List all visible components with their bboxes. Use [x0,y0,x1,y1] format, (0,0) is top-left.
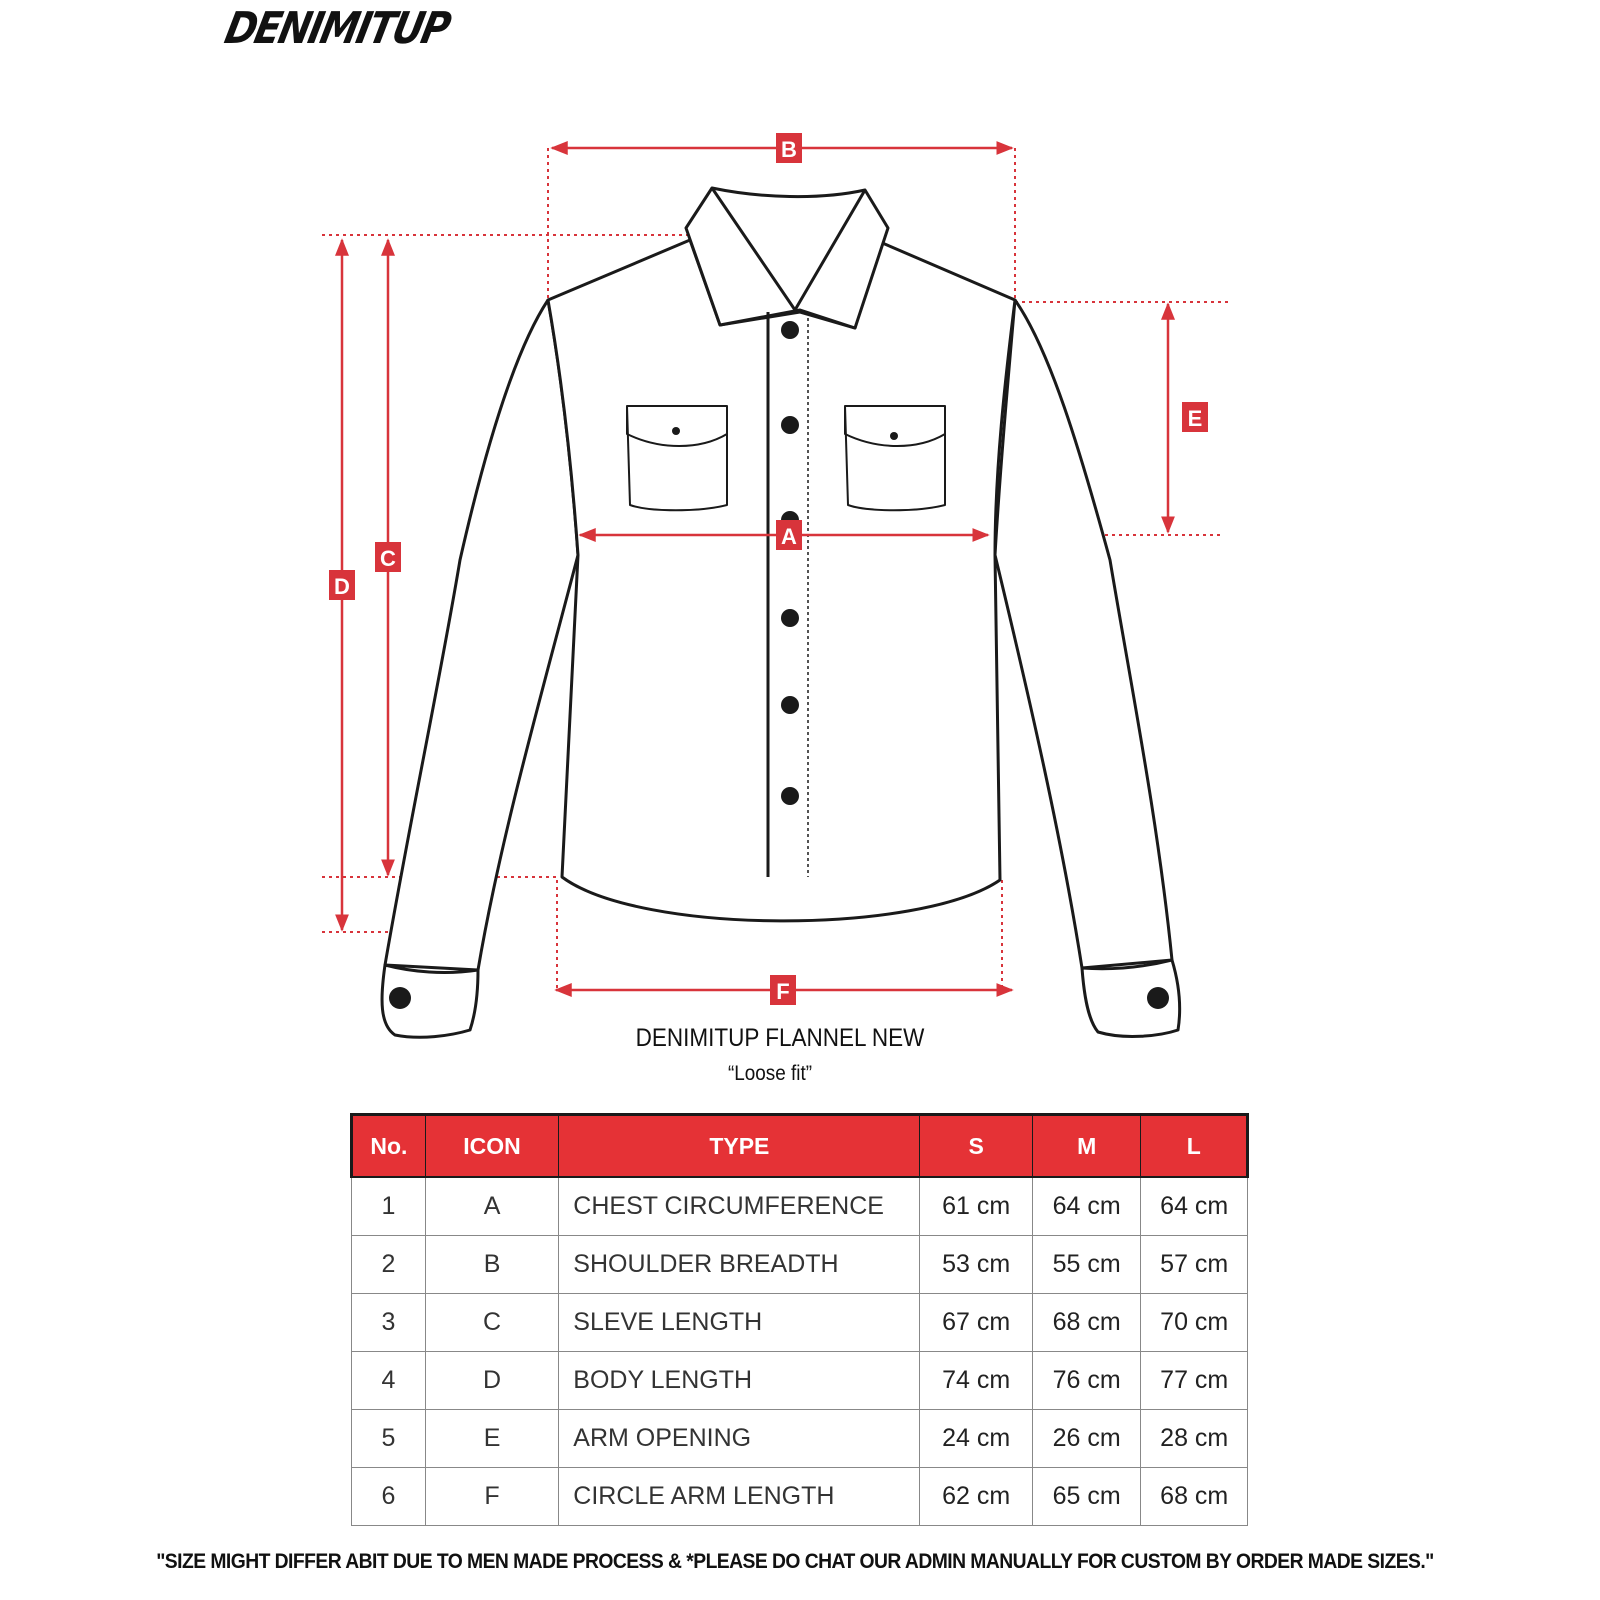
row-size-l: 68 cm [1141,1468,1248,1526]
row-no: 2 [352,1236,426,1294]
row-no: 4 [352,1352,426,1410]
row-no: 6 [352,1468,426,1526]
row-size-m: 76 cm [1032,1352,1141,1410]
right-sleeve [995,300,1172,968]
header-size-s: S [920,1115,1032,1178]
label-d-text: D [334,574,350,599]
row-size-s: 61 cm [920,1177,1032,1236]
row-size-m: 68 cm [1032,1294,1141,1352]
row-size-l: 28 cm [1141,1410,1248,1468]
brand-logo: DENIMITUP [220,2,454,54]
row-size-m: 55 cm [1032,1236,1141,1294]
label-c [375,542,401,572]
size-chart-table [350,1113,1249,1526]
label-b [776,133,802,163]
header-icon: ICON [425,1115,559,1178]
row-size-s: 53 cm [920,1236,1032,1294]
table-header-row [352,1115,1248,1178]
table-row [352,1410,1248,1468]
left-pocket [627,406,727,510]
table-row [352,1294,1248,1352]
footer-note: "SIZE MIGHT DIFFER ABIT DUE TO MEN MADE PROCESS & *PLEASE DO CHAT OUR ADMIN MANUALLY FOR CUSTOM BY ORDER MADE SIZES." [156,1550,1434,1573]
product-title: DENIMITUP FLANNEL NEW [635,1024,925,1052]
row-size-s: 24 cm [920,1410,1032,1468]
shirt-body [548,240,1015,921]
row-size-l: 77 cm [1141,1352,1248,1410]
row-icon: A [425,1177,559,1236]
row-size-m: 64 cm [1032,1177,1141,1236]
label-a [776,520,802,550]
table-row [352,1468,1248,1526]
label-e-text: E [1187,406,1203,431]
row-icon: E [425,1410,559,1468]
row-size-s: 74 cm [920,1352,1032,1410]
row-size-l: 57 cm [1141,1236,1248,1294]
row-size-l: 64 cm [1141,1177,1248,1236]
row-no: 1 [352,1177,426,1236]
table-row [352,1352,1248,1410]
label-c-text: C [380,546,396,571]
row-type: ARM OPENING [559,1410,920,1468]
label-d [329,570,355,600]
row-size-m: 65 cm [1032,1468,1141,1526]
row-icon: D [425,1352,559,1410]
row-type: SHOULDER BREADTH [559,1236,920,1294]
row-size-s: 62 cm [920,1468,1032,1526]
row-no: 5 [352,1410,426,1468]
table-row [352,1236,1248,1294]
collar [686,188,888,328]
row-icon: B [425,1236,559,1294]
shirt-outline [382,188,1180,1037]
row-type: BODY LENGTH [559,1352,920,1410]
header-no: No. [352,1115,426,1178]
label-b-text: B [781,137,797,162]
row-type: CHEST CIRCUMFERENCE [559,1177,920,1236]
row-icon: C [425,1294,559,1352]
row-size-s: 67 cm [920,1294,1032,1352]
label-f-text: F [776,979,790,1004]
table-row [352,1177,1248,1236]
header-size-l: L [1141,1115,1248,1178]
right-pocket [845,406,945,510]
row-no: 3 [352,1294,426,1352]
row-icon: F [425,1468,559,1526]
row-type: CIRCLE ARM LENGTH [559,1468,920,1526]
row-type: SLEVE LENGTH [559,1294,920,1352]
left-sleeve [385,300,578,970]
row-size-l: 70 cm [1141,1294,1248,1352]
label-a-text: A [781,524,797,549]
label-e [1182,402,1208,432]
header-size-m: M [1032,1115,1141,1178]
label-f [770,975,796,1005]
header-type: TYPE [559,1115,920,1178]
product-fit: “Loose fit” [727,1062,813,1085]
row-size-m: 26 cm [1032,1410,1141,1468]
